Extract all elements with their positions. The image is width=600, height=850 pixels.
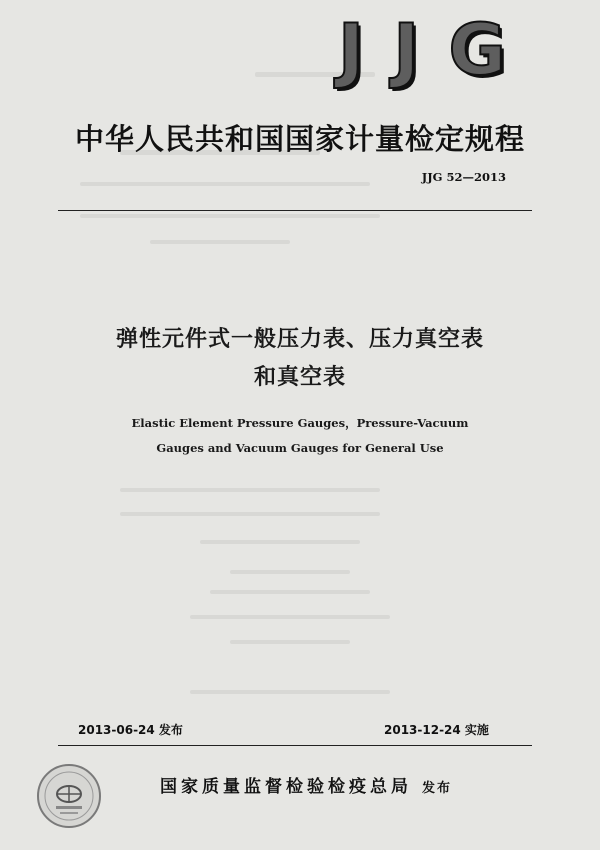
issue-date: 2013-06-24 发布 (78, 723, 183, 737)
standard-title-cn-line1: 弹性元件式一般压力表、压力真空表 (115, 327, 484, 352)
divider (58, 210, 532, 211)
standard-title-en-line1: Elastic Element Pressure Gauges，Pressure-Vacuum (131, 416, 469, 430)
standard-title-en-line2: Gauges and Vacuum Gauges for General Use (156, 441, 444, 455)
bleed-through-line (230, 640, 350, 644)
regulation-series-title: 中华人民共和国国家计量检定规程 (74, 122, 525, 156)
bleed-through-line (190, 690, 390, 694)
bleed-through-line (200, 540, 360, 544)
logo-letter: J (393, 9, 420, 91)
bleed-through-line (80, 214, 380, 218)
logo-letter: G (448, 9, 506, 91)
bleed-through-line (150, 240, 290, 244)
issuing-authority-suffix: 发布 (422, 781, 453, 796)
implementation-date: 2013-12-24 实施 (384, 723, 489, 737)
official-seal-icon (34, 760, 104, 832)
standard-number: JJG 52—2013 (421, 170, 506, 184)
standard-title-cn-line2: 和真空表 (253, 365, 346, 390)
jjg-logo (338, 9, 506, 91)
bleed-through-line (120, 512, 380, 516)
issuing-authority (160, 772, 452, 797)
issuing-authority-name: 国家质量监督检验检疫总局 (160, 777, 412, 797)
bleed-through-line (230, 570, 350, 574)
bleed-through-line (80, 182, 370, 186)
bleed-through-line (120, 488, 380, 492)
bleed-through-line (210, 590, 370, 594)
bleed-through-line (190, 615, 390, 619)
divider (58, 745, 532, 746)
logo-letter: J (338, 9, 365, 91)
